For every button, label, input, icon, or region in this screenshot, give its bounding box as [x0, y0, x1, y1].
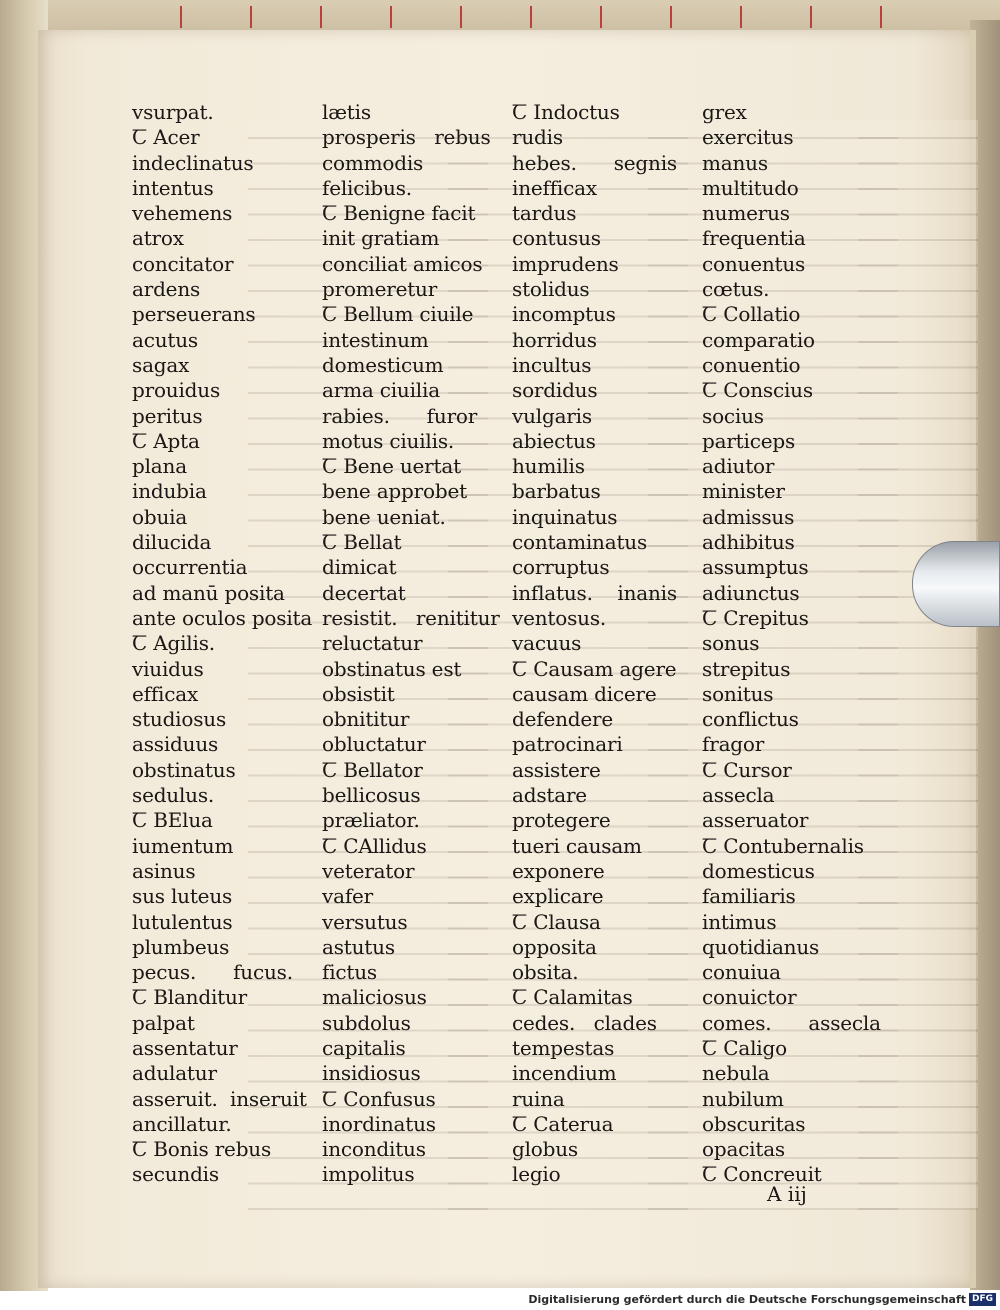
entry-line: obnititur — [322, 707, 410, 732]
entry-line: abiectus — [512, 428, 596, 453]
entry-line: inflatus. inanis — [512, 580, 677, 605]
entry-line: cœtus. — [702, 277, 770, 302]
digitization-footer — [0, 1291, 1000, 1310]
entry-line: bene ueniat. — [322, 504, 446, 529]
entry-line: asinus — [132, 858, 196, 883]
entry-line: perseuerans — [132, 302, 256, 327]
entry-line: obluctatur — [322, 732, 426, 757]
entry-line: sedulus. — [132, 783, 215, 808]
entry-line: capitalis — [322, 1035, 406, 1060]
entry-line: conuiua — [702, 960, 781, 985]
entry-line: contusus — [512, 226, 601, 251]
entry-line: domesticus — [702, 858, 815, 883]
entry-line: prouidus — [132, 378, 221, 403]
funding-notice: Digitalisierung gefördert durch die Deutsche Forschungsgemeinschaft — [528, 1293, 966, 1306]
entry-line: Ꞇ Bellum ciuile — [322, 302, 474, 327]
entry-line: plana — [132, 454, 187, 479]
entry-line: explicare — [512, 884, 604, 909]
entry-line: sagax — [132, 352, 190, 377]
entry-line: resistit. renititur — [322, 605, 500, 630]
entry-line: felicibus. — [322, 175, 412, 200]
entry-line: inordinatus — [322, 1111, 436, 1136]
entry-line: numerus — [702, 201, 790, 226]
entry-line: indubia — [132, 479, 207, 504]
entry-line: sonus — [702, 631, 760, 656]
entry-line: humilis — [512, 454, 585, 479]
entry-line: obsistit — [322, 681, 395, 706]
entry-line: minister — [702, 479, 785, 504]
entry-line: horridus — [512, 327, 597, 352]
entry-line: vehemens — [132, 201, 233, 226]
entry-line: incultus — [512, 352, 592, 377]
entry-line: admissus — [702, 504, 795, 529]
entry-line: exercitus — [702, 125, 794, 150]
page-signature: A iij — [767, 1182, 807, 1206]
entry-line: assistere — [512, 757, 601, 782]
entry-line: Ꞇ Collatio — [702, 302, 801, 327]
entry-line: ancillatur. — [132, 1111, 232, 1136]
entry-line: domesticum — [322, 352, 444, 377]
entry-line: inconditus — [322, 1137, 426, 1162]
entry-line: multitudo — [702, 175, 799, 200]
entry-line: Ꞇ Bellat — [322, 530, 402, 555]
entry-line: asseruator — [702, 808, 809, 833]
entry-line: Ꞇ CAllidus — [322, 833, 427, 858]
entry-line: Ꞇ Acer — [132, 125, 200, 150]
entry-line: intimus — [702, 909, 777, 934]
entry-line: conuentio — [702, 352, 801, 377]
entry-line: protegere — [512, 808, 611, 833]
entry-line: promeretur — [322, 277, 438, 302]
entry-line: prosperis rebus — [322, 125, 491, 150]
entry-line: efficax — [132, 681, 199, 706]
entry-line: iumentum — [132, 833, 234, 858]
entry-line: tempestas — [512, 1035, 615, 1060]
entry-line: patrocinari — [512, 732, 623, 757]
entry-line: adiutor — [702, 454, 775, 479]
entry-line: Ꞇ Benigne facit — [322, 201, 476, 226]
entry-line: ruina — [512, 1086, 565, 1111]
entry-line: Ꞇ Confusus — [322, 1086, 436, 1111]
entry-line: lutulentus — [132, 909, 233, 934]
entry-line: Ꞇ Crepitus — [702, 605, 809, 630]
dfg-logo: DFG — [969, 1293, 996, 1306]
entry-line: grex — [702, 100, 747, 124]
entry-line: maliciosus — [322, 985, 427, 1010]
entry-line: familiaris — [702, 884, 796, 909]
text-column-2 — [322, 100, 512, 1188]
entry-line: sonitus — [702, 681, 774, 706]
entry-line: conuentus — [702, 251, 806, 276]
entry-line: sus luteus — [132, 884, 233, 909]
entry-line: subdolus — [322, 1010, 411, 1035]
entry-line: imprudens — [512, 251, 619, 276]
entry-line: Ꞇ Blanditur — [132, 985, 248, 1010]
entry-line: barbatus — [512, 479, 601, 504]
entry-line: comes. assecla — [702, 1010, 881, 1035]
entry-line: contaminatus — [512, 530, 648, 555]
entry-line: Ꞇ Indoctus — [512, 100, 620, 124]
entry-line: manus — [702, 150, 768, 175]
entry-line: obstinatus — [132, 757, 236, 782]
entry-line: comparatio — [702, 327, 815, 352]
entry-line: exponere — [512, 858, 605, 883]
entry-line: concitator — [132, 251, 234, 276]
entry-line: indeclinatus — [132, 150, 254, 175]
entry-line: studiosus — [132, 707, 227, 732]
entry-line: insidiosus — [322, 1061, 421, 1086]
text-column-1 — [132, 100, 322, 1188]
entry-line: init gratiam — [322, 226, 440, 251]
entry-line: Ꞇ BElua — [132, 808, 213, 833]
entry-line: Ꞇ Bene uertat — [322, 454, 461, 479]
entry-line: adhibitus — [702, 530, 795, 555]
entry-line: ante oculos posita — [132, 605, 313, 630]
entry-line: particeps — [702, 428, 796, 453]
entry-line: intestinum — [322, 327, 429, 352]
entry-line: Ꞇ Conscius — [702, 378, 813, 403]
entry-line: opposita — [512, 934, 597, 959]
entry-line: peritus — [132, 403, 203, 428]
text-column-3 — [512, 100, 702, 1188]
entry-line: defendere — [512, 707, 613, 732]
entry-line: vacuus — [512, 631, 582, 656]
entry-line: incendium — [512, 1061, 617, 1086]
entry-line: conuictor — [702, 985, 797, 1010]
entry-line: corruptus — [512, 555, 610, 580]
entry-line: decertat — [322, 580, 406, 605]
entry-line: causam dicere — [512, 681, 657, 706]
entry-line: obuia — [132, 504, 188, 529]
entry-line: sordidus — [512, 378, 598, 403]
entry-line: arma ciuilia — [322, 378, 440, 403]
entry-line: bellicosus — [322, 783, 421, 808]
entry-line: vulgaris — [512, 403, 592, 428]
entry-line: bene approbet — [322, 479, 467, 504]
entry-line: impolitus — [322, 1162, 415, 1187]
entry-line: ardens — [132, 277, 201, 302]
entry-line: strepitus — [702, 656, 791, 681]
entry-line: socius — [702, 403, 764, 428]
entry-line: reluctatur — [322, 631, 423, 656]
entry-line: inefficax — [512, 175, 597, 200]
entry-line: rudis — [512, 125, 563, 150]
entry-line: nubilum — [702, 1086, 784, 1111]
entry-line: Ꞇ Contubernalis — [702, 833, 864, 858]
entry-line: Ꞇ Calamitas — [512, 985, 633, 1010]
entry-line: Ꞇ Apta — [132, 428, 200, 453]
entry-line: incomptus — [512, 302, 616, 327]
entry-line: Ꞇ Agilis. — [132, 631, 215, 656]
entry-line: palpat — [132, 1010, 195, 1035]
entry-line: hebes. segnis — [512, 150, 677, 175]
entry-line: fragor — [702, 732, 765, 757]
entry-line: opacitas — [702, 1137, 785, 1162]
entry-line: obstinatus est — [322, 656, 462, 681]
entry-line: dilucida — [132, 530, 212, 555]
entry-line: astutus — [322, 934, 395, 959]
page-holder-clip — [912, 541, 1000, 627]
entry-line: veterator — [322, 858, 415, 883]
entry-line: ventosus. — [512, 605, 607, 630]
entry-line: Ꞇ Bellator — [322, 757, 423, 782]
entry-line: viuidus — [132, 656, 204, 681]
entry-line: tardus — [512, 201, 577, 226]
entry-line: adulatur — [132, 1061, 217, 1086]
entry-line: adiunctus — [702, 580, 800, 605]
entry-line: Ꞇ Caterua — [512, 1111, 614, 1136]
entry-line: vafer — [322, 884, 374, 909]
entry-line: vsurpat. — [132, 100, 214, 124]
entry-line: Ꞇ Bonis rebus — [132, 1137, 272, 1162]
entry-line: assentatur — [132, 1035, 238, 1060]
entry-line: assecla — [702, 783, 775, 808]
entry-line: Ꞇ Causam agere — [512, 656, 677, 681]
entry-line: commodis — [322, 150, 424, 175]
entry-line: Ꞇ Cursor — [702, 757, 792, 782]
entry-line: fictus — [322, 960, 377, 985]
entry-line: plumbeus — [132, 934, 230, 959]
entry-line: lætis — [322, 100, 371, 124]
entry-line: quotidianus — [702, 934, 820, 959]
entry-line: pecus. fucus. — [132, 960, 293, 985]
entry-line: obscuritas — [702, 1111, 806, 1136]
entry-line: assiduus — [132, 732, 219, 757]
text-column-4 — [702, 100, 892, 1188]
entry-line: acutus — [132, 327, 198, 352]
entry-line: frequentia — [702, 226, 806, 251]
entry-line: globus — [512, 1137, 578, 1162]
entry-line: stolidus — [512, 277, 590, 302]
entry-line: nebula — [702, 1061, 770, 1086]
entry-line: cedes. clades — [512, 1010, 657, 1035]
entry-line: dimicat — [322, 555, 397, 580]
entry-line: versutus — [322, 909, 408, 934]
entry-line: asseruit. inseruit — [132, 1086, 307, 1111]
entry-line: Ꞇ Clausa — [512, 909, 601, 934]
entry-line: inquinatus — [512, 504, 618, 529]
entry-line: Ꞇ Caligo — [702, 1035, 787, 1060]
entry-line: secundis — [132, 1162, 219, 1187]
entry-line: præliator. — [322, 808, 420, 833]
entry-line: assumptus — [702, 555, 809, 580]
entry-line: tueri causam — [512, 833, 642, 858]
entry-line: rabies. furor — [322, 403, 478, 428]
entry-line: ad manū posita — [132, 580, 285, 605]
entry-line: conflictus — [702, 707, 799, 732]
entry-line: intentus — [132, 175, 214, 200]
entry-line: motus ciuilis. — [322, 428, 455, 453]
entry-line: legio — [512, 1162, 561, 1187]
entry-line: atrox — [132, 226, 184, 251]
entry-line: occurrentia — [132, 555, 248, 580]
entry-line: Ꞇ Concreuit — [702, 1162, 822, 1187]
entry-line: conciliat amicos — [322, 251, 483, 276]
entry-line: adstare — [512, 783, 587, 808]
entry-line: obsita. — [512, 960, 579, 985]
